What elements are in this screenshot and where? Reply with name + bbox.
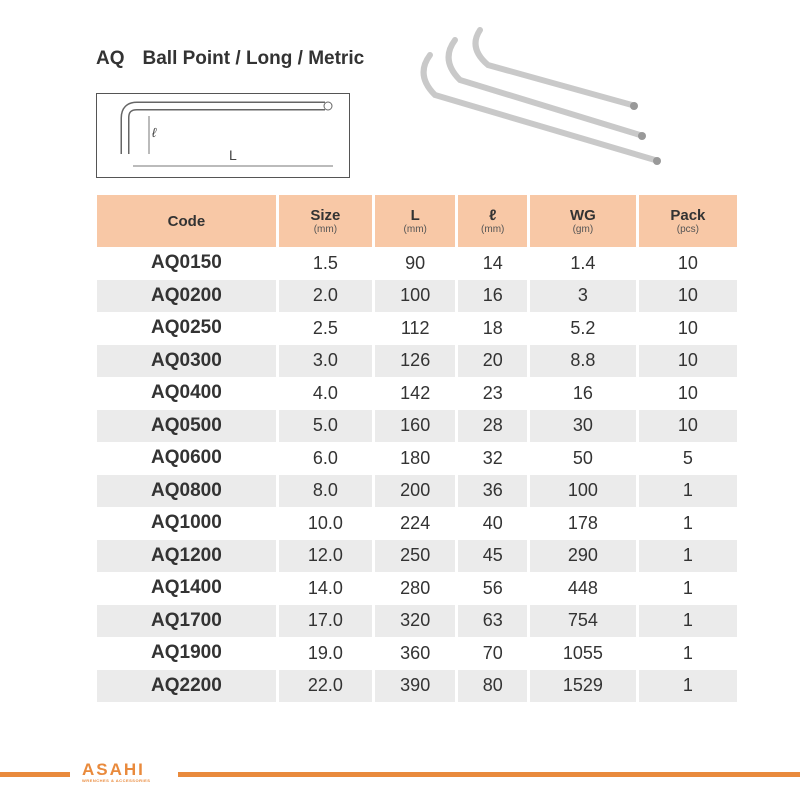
footer-line-right (178, 772, 800, 777)
table-cell: AQ1000 (151, 512, 222, 534)
table-cell: 18 (455, 312, 527, 345)
table-cell: 23 (455, 377, 527, 410)
table-row (97, 442, 737, 475)
table-cell: 1 (636, 670, 737, 703)
header-unit: (gm) (572, 223, 594, 235)
table-cell: 4.0 (276, 377, 372, 410)
column-header (372, 195, 455, 247)
table-cell: 1 (636, 475, 737, 508)
table-row (97, 605, 737, 638)
table-cell: AQ0250 (151, 317, 222, 339)
table-cell: 6.0 (276, 442, 372, 475)
table-cell: 5 (636, 442, 737, 475)
table-cell: 14 (455, 247, 527, 280)
table-row (97, 410, 737, 443)
table-cell: 90 (372, 247, 455, 280)
table-cell: AQ0300 (97, 345, 276, 378)
table-cell: 1 (636, 605, 737, 638)
table-cell: 1.5 (276, 247, 372, 280)
table-row (97, 345, 737, 378)
table-row (97, 377, 737, 410)
column-header (527, 195, 636, 247)
page-title (96, 48, 382, 70)
table-cell: 1.4 (527, 247, 636, 280)
table-cell: 40 (455, 507, 527, 540)
header-label: Code (167, 212, 206, 230)
table-cell: 1 (636, 572, 737, 605)
table-cell: AQ0500 (97, 410, 276, 443)
table-cell: 10 (636, 345, 737, 378)
table-cell: 10.0 (276, 507, 372, 540)
table-cell: 180 (372, 442, 455, 475)
table-cell: 1 (636, 637, 737, 670)
table-row (97, 670, 737, 703)
table-cell: AQ0600 (151, 447, 222, 469)
hex-key-drawing (97, 94, 349, 177)
table-cell: 3.0 (276, 345, 372, 378)
table-cell: 70 (455, 637, 527, 670)
table-row (97, 475, 737, 508)
long-leg-label: L (229, 147, 237, 163)
table-cell: 36 (455, 475, 527, 508)
table-cell: 16 (527, 377, 636, 410)
table-cell: 10 (636, 410, 737, 443)
brand-tagline: WRENCHES & ACCESSORIES (82, 778, 151, 783)
table-cell: 280 (372, 572, 455, 605)
column-header (455, 195, 527, 247)
footer-line-left (0, 772, 70, 777)
header-label: L (410, 206, 420, 224)
table-cell: AQ2200 (97, 670, 276, 703)
table-cell: 30 (527, 410, 636, 443)
header-unit: (mm) (313, 223, 338, 235)
table-cell: AQ0150 (151, 252, 222, 274)
table-row (97, 280, 737, 313)
table-cell: 1529 (527, 670, 636, 703)
table-cell: 28 (455, 410, 527, 443)
series-code: AQ (96, 48, 125, 69)
table-cell: 1 (636, 507, 737, 540)
dimension-diagram (96, 93, 350, 178)
header-unit: (mm) (481, 223, 505, 235)
table-cell: AQ1400 (151, 577, 222, 599)
table-cell: 112 (372, 312, 455, 345)
table-cell: 448 (527, 572, 636, 605)
table-row (97, 247, 737, 280)
table-cell: 178 (527, 507, 636, 540)
header-label: WG (569, 206, 596, 224)
hex-keys-photo (410, 20, 670, 180)
table-row (97, 312, 737, 345)
header-unit: (mm) (403, 223, 427, 235)
table-cell: 14.0 (276, 572, 372, 605)
table-cell: AQ0200 (97, 280, 276, 313)
table-cell: AQ1200 (97, 540, 276, 573)
table-cell: 100 (372, 280, 455, 313)
table-cell: AQ0800 (97, 475, 276, 508)
table-cell: 56 (455, 572, 527, 605)
column-header (97, 195, 276, 247)
table-cell: 2.0 (276, 280, 372, 313)
table-cell: 224 (372, 507, 455, 540)
column-header (636, 195, 737, 247)
table-cell: 50 (527, 442, 636, 475)
table-cell: 32 (455, 442, 527, 475)
table-cell: 17.0 (276, 605, 372, 638)
table-cell: 20 (455, 345, 527, 378)
table-cell: AQ0400 (151, 382, 222, 404)
table-cell: 5.2 (527, 312, 636, 345)
spec-table (97, 195, 737, 702)
table-cell: 8.8 (527, 345, 636, 378)
table-cell: 1 (636, 540, 737, 573)
table-cell: 126 (372, 345, 455, 378)
table-cell: 10 (636, 312, 737, 345)
table-cell: 16 (455, 280, 527, 313)
table-cell: 63 (455, 605, 527, 638)
table-cell: 360 (372, 637, 455, 670)
table-cell: 250 (372, 540, 455, 573)
table-cell: 160 (372, 410, 455, 443)
table-cell: 290 (527, 540, 636, 573)
header-label: Pack (670, 206, 706, 224)
table-row (97, 540, 737, 573)
column-header (276, 195, 372, 247)
table-cell: 390 (372, 670, 455, 703)
table-cell: 19.0 (276, 637, 372, 670)
table-cell: AQ1900 (151, 642, 222, 664)
table-cell: 45 (455, 540, 527, 573)
table-row (97, 572, 737, 605)
table-cell: 320 (372, 605, 455, 638)
asahi-logo (82, 760, 150, 783)
table-cell: 142 (372, 377, 455, 410)
short-leg-label: ℓ (152, 125, 157, 140)
header-unit: (pcs) (676, 223, 699, 235)
brand-name: ASAHI (82, 760, 145, 779)
table-cell: 1055 (527, 637, 636, 670)
table-cell: 754 (527, 605, 636, 638)
table-cell: 10 (636, 280, 737, 313)
table-cell: 100 (527, 475, 636, 508)
table-cell: 12.0 (276, 540, 372, 573)
table-cell: 22.0 (276, 670, 372, 703)
table-cell: 8.0 (276, 475, 372, 508)
table-cell: 2.5 (276, 312, 372, 345)
product-name: Ball Point / Long / Metric (142, 48, 365, 69)
table-row (97, 507, 737, 540)
table-row (97, 637, 737, 670)
table-cell: 10 (636, 377, 737, 410)
table-cell: AQ1700 (97, 605, 276, 638)
table-cell: 10 (636, 247, 737, 280)
table-cell: 5.0 (276, 410, 372, 443)
table-cell: 80 (455, 670, 527, 703)
table-cell: 200 (372, 475, 455, 508)
table-cell: 3 (527, 280, 636, 313)
header-label: Size (310, 206, 341, 224)
header-label: ℓ (489, 206, 497, 224)
